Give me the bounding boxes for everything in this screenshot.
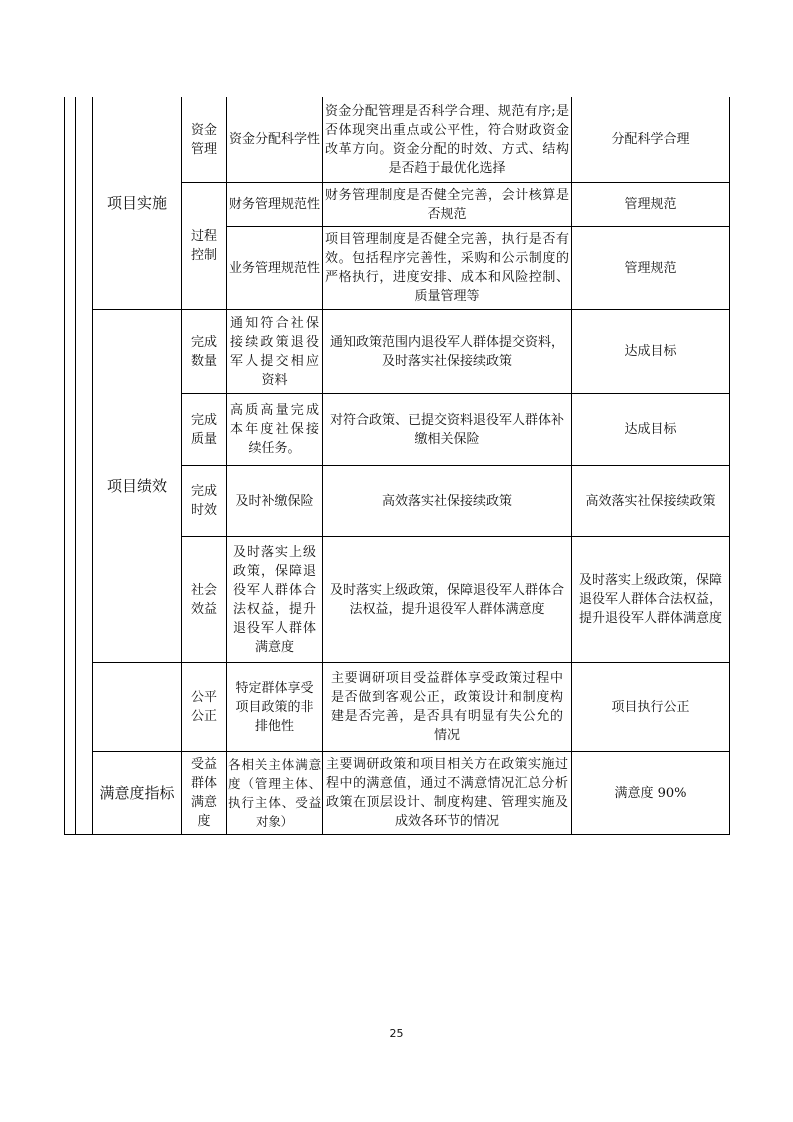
standard-cell: 达成目标 — [624, 422, 677, 437]
description-cell: 主要调研项目受益群体享受政策过程中是否做到客观公正，政策设计和制度构建是否完善，是否具有明显有失公允的情况 — [331, 671, 563, 743]
group-label-process-control: 过程控制 — [190, 229, 217, 263]
standard-cell: 管理规范 — [624, 197, 677, 212]
standard-cell: 满意度 90% — [614, 785, 687, 801]
group-label-fairness: 公平公正 — [190, 690, 217, 724]
indicator-cell: 特定群体享受项目政策的非排他性 — [235, 680, 314, 734]
standard-cell: 达成目标 — [624, 344, 677, 359]
indicator-cell: 通知符合社保接续政策退役军人提交相应资料 — [230, 315, 319, 388]
section-label-project-performance: 项目绩效 — [106, 476, 167, 495]
group-label-completion-quality: 完成质量 — [190, 412, 217, 447]
group-label-completion-timeliness: 完成时效 — [190, 484, 217, 518]
description-cell: 对符合政策、已提交资料退役军人群体补缴相关保险 — [329, 412, 564, 447]
standard-cell: 分配科学合理 — [611, 132, 690, 147]
page-number: 25 — [389, 1027, 404, 1040]
section-label-satisfaction: 满意度指标 — [99, 783, 175, 802]
group-label-social-benefit: 社会效益 — [190, 582, 217, 617]
description-cell: 资金分配管理是否科学合理、规范有序;是否体现突出重点或公平性，符合财政资金改革方向。资金分配的时效、方式、结构是否趋于最优化选择 — [325, 103, 569, 176]
description-cell: 财务管理制度是否健全完善，会计核算是否规范 — [325, 187, 569, 222]
indicator-cell: 财务管理规范性 — [229, 197, 321, 212]
section-label-project-implementation: 项目实施 — [106, 193, 167, 212]
indicator-cell: 各相关主体满意度（管理主体、执行主体、受益对象） — [228, 757, 321, 829]
description-cell: 主要调研政策和项目相关方在政策实施过程中的满意值，通过不满意情况汇总分析政策在顶层设计、制度构建、管理实施及成效各环节的情况 — [326, 757, 568, 829]
group-label-fund-management: 资金管理 — [190, 122, 217, 157]
indicator-cell: 资金分配科学性 — [229, 132, 321, 147]
description-cell: 通知政策范围内退役军人群体提交资料，及时落实社保接续政策 — [329, 334, 564, 369]
indicator-cell: 高质高量完成本年度社保接续任务。 — [230, 403, 319, 456]
indicator-cell: 业务管理规范性 — [229, 260, 321, 276]
description-cell: 项目管理制度是否健全完善，执行是否有效。包括程序完善性，采购和公示制度的严格执行，进度安排、成本和风险控制、质量管理等 — [325, 232, 569, 304]
indicator-cell: 及时落实上级政策，保障退役军人群体合法权益，提升退役军人群体满意度 — [233, 544, 316, 655]
standard-cell: 及时落实上级政策，保障退役军人群体合法权益，提升退役军人群体满意度 — [578, 573, 722, 626]
standard-cell: 管理规范 — [624, 260, 677, 276]
group-label-completion-quantity: 完成数量 — [190, 334, 217, 369]
description-cell: 及时落实上级政策，保障退役军人群体合法权益，提升退役军人群体满意度 — [329, 582, 564, 617]
standard-cell: 项目执行公正 — [611, 699, 690, 715]
description-cell: 高效落实社保接续政策 — [381, 493, 512, 509]
group-label-beneficiary-satisfaction: 受益群体满意度 — [190, 757, 217, 829]
indicator-cell: 及时补缴保险 — [235, 493, 314, 509]
standard-cell: 高效落实社保接续政策 — [585, 493, 716, 509]
